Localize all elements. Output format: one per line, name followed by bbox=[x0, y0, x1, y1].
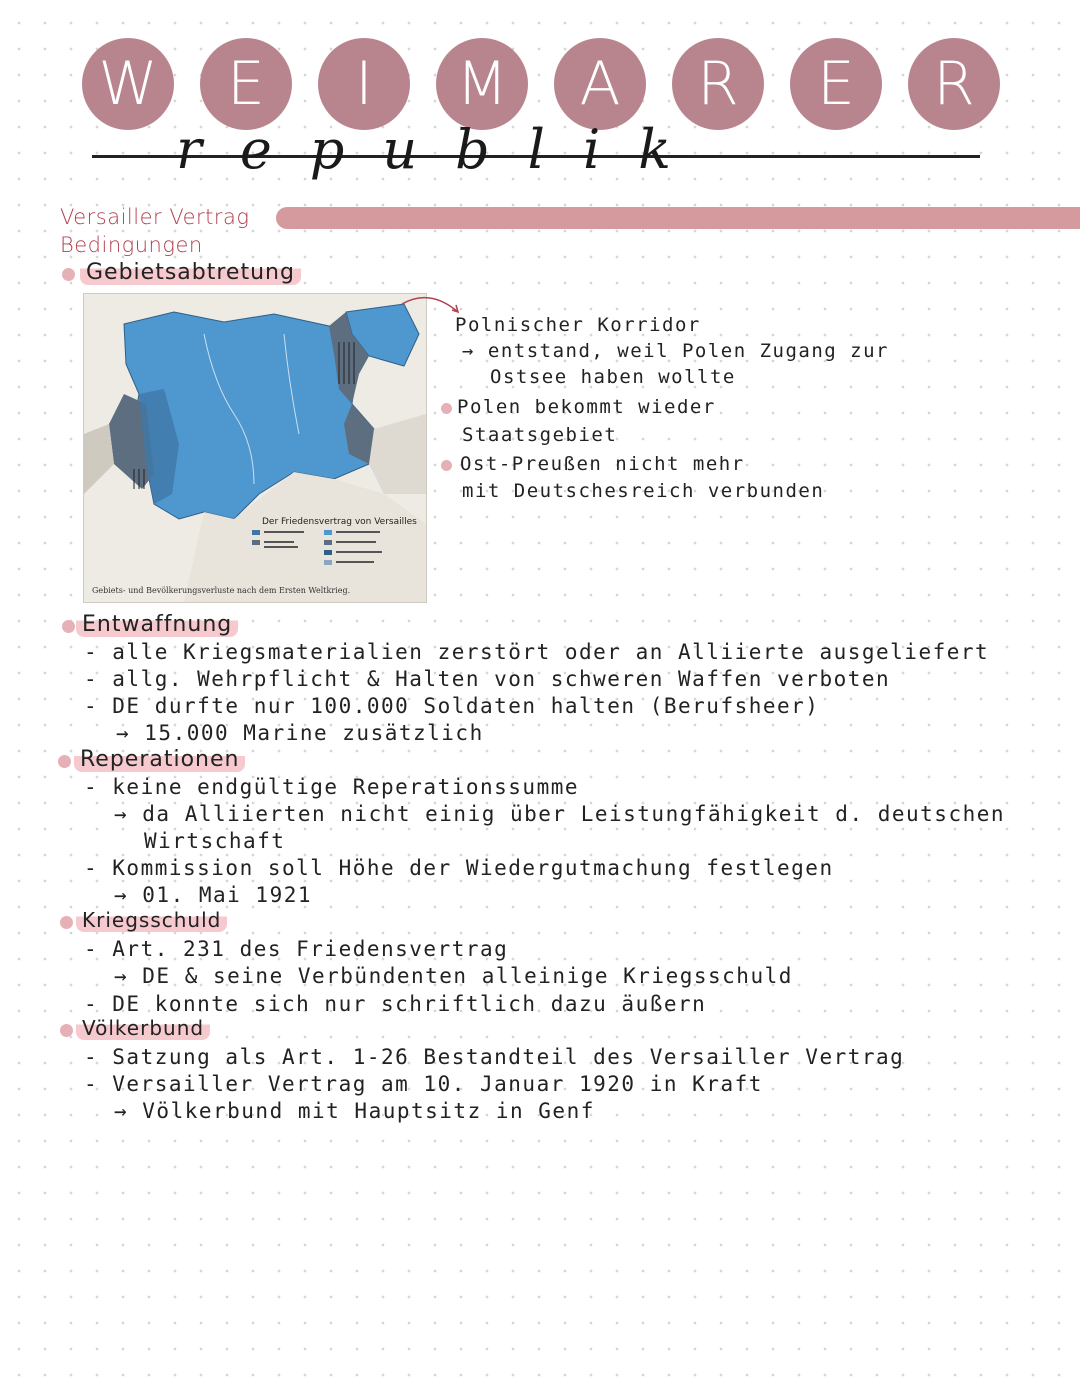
map-caption: Gebiets- und Bevölkerungsverluste nach dem Ersten Weltkrieg. bbox=[92, 586, 351, 595]
text-line: → DE & seine Verbündenten alleinige Kriegsschuld bbox=[114, 964, 793, 988]
map-legend-title: Der Friedensvertrag von Versailles bbox=[262, 517, 417, 527]
text-line: → 01. Mai 1921 bbox=[114, 883, 313, 907]
text-line: - DE konnte sich nur schriftlich dazu äußern bbox=[84, 992, 707, 1016]
title-letter: M bbox=[436, 38, 528, 130]
text-line: - DE durfte nur 100.000 Soldaten halten (Berufsheer) bbox=[84, 694, 820, 718]
text-line: Wirtschaft bbox=[144, 829, 286, 853]
title-letter: W bbox=[82, 38, 174, 130]
bullet-icon bbox=[441, 460, 452, 471]
bullet-icon bbox=[441, 403, 452, 414]
section-heading: Versailler Vertrag bbox=[60, 205, 250, 229]
text-line: → Völkerbund mit Hauptsitz in Genf bbox=[114, 1099, 595, 1123]
note-polen: Polen bekommt wieder bbox=[457, 396, 716, 418]
title-letter: E bbox=[200, 38, 292, 130]
text-line: - alle Kriegsmaterialien zerstört oder an Alliierte ausgeliefert bbox=[84, 640, 990, 664]
heading-highlight-bar bbox=[276, 207, 1080, 229]
text-line: - allg. Wehrpflicht & Halten von schweren Waffen verboten bbox=[84, 667, 891, 691]
title-letter: I bbox=[318, 38, 410, 130]
section-subheading: Bedingungen bbox=[60, 233, 203, 257]
title-letter: R bbox=[908, 38, 1000, 130]
note-korridor-line: → entstand, weil Polen Zugang zur bbox=[462, 340, 889, 362]
bullet-icon bbox=[60, 916, 73, 929]
text-line: - Art. 231 des Friedensvertrag bbox=[84, 937, 509, 961]
map-graphic bbox=[84, 294, 426, 602]
bullet-icon bbox=[60, 1024, 73, 1037]
text-line: - Versailler Vertrag am 10. Januar 1920 in Kraft bbox=[84, 1072, 763, 1096]
topic-entwaffnung: Entwaffnung bbox=[76, 612, 238, 637]
topic-voelkerbund: Völkerbund bbox=[76, 1016, 210, 1040]
note-ostpreussen-line: mit Deutschesreich verbunden bbox=[462, 480, 825, 502]
note-ostpreussen: Ost-Preußen nicht mehr bbox=[460, 453, 745, 475]
title-letters bbox=[82, 38, 1002, 130]
text-line: → 15.000 Marine zusätzlich bbox=[116, 721, 484, 745]
title-letter: A bbox=[554, 38, 646, 130]
note-korridor: Polnischer Korridor bbox=[455, 314, 701, 336]
page-subtitle: republik bbox=[176, 118, 709, 181]
versailles-map bbox=[83, 293, 427, 603]
title-letter: E bbox=[790, 38, 882, 130]
bullet-icon bbox=[62, 268, 75, 281]
text-line: → da Alliierten nicht einig über Leistungfähigkeit d. deutschen bbox=[114, 802, 1006, 826]
bullet-icon bbox=[58, 755, 71, 768]
text-line: - Satzung als Art. 1-26 Bestandteil des Versailler Vertrag bbox=[84, 1045, 905, 1069]
topic-gebietsabtretung: Gebietsabtretung bbox=[80, 260, 301, 285]
note-korridor-line: Ostsee haben wollte bbox=[490, 366, 736, 388]
title-letter: R bbox=[672, 38, 764, 130]
note-polen-line: Staatsgebiet bbox=[462, 424, 618, 446]
topic-reperationen: Reperationen bbox=[74, 747, 245, 772]
text-line: - Kommission soll Höhe der Wiedergutmachung festlegen bbox=[84, 856, 834, 880]
text-line: - keine endgültige Reperationssumme bbox=[84, 775, 580, 799]
bullet-icon bbox=[62, 620, 75, 633]
topic-kriegsschuld: Kriegsschuld bbox=[76, 908, 227, 932]
